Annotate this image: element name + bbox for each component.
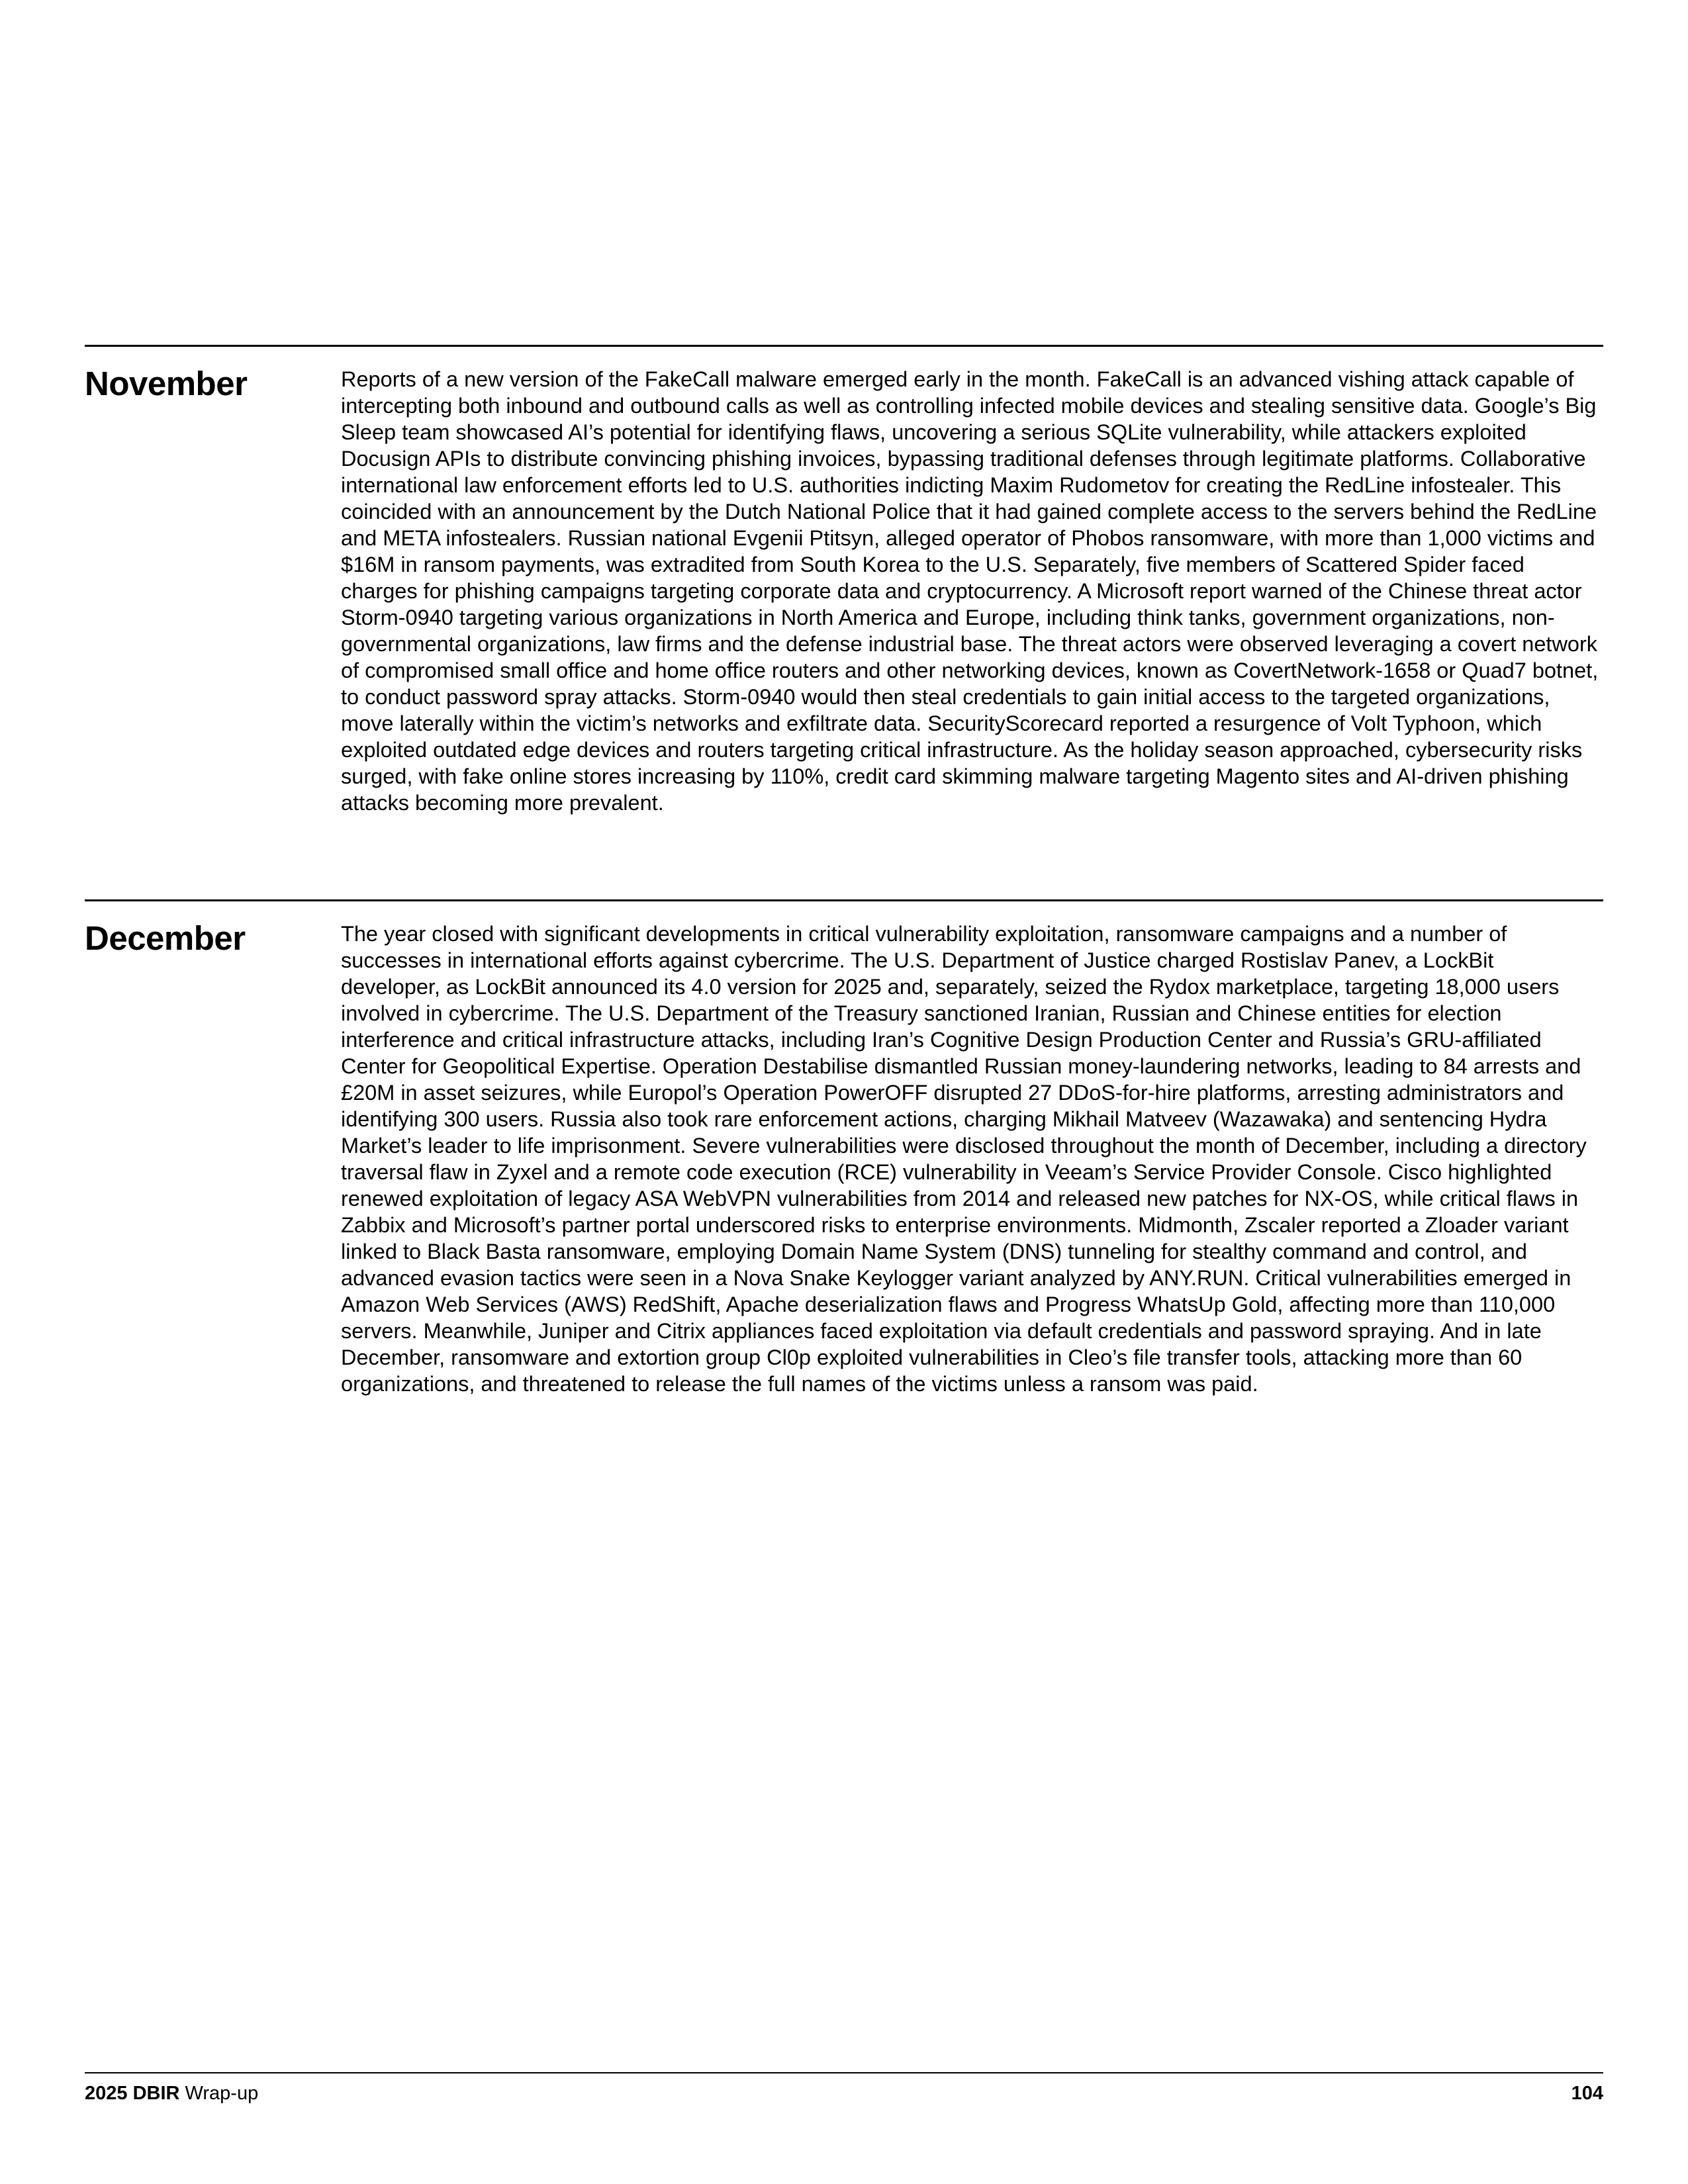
month-paragraph-december: The year closed with significant developments in critical vulnerability exploitation, ransomware campaigns and a number of successes in international efforts against cybercrime. The U.S. Department of Justice charged Rostislav Panev, a LockBit developer, as LockBit announced its 4.0 version for 2025 and, separately, seized the Rydox marketplace, targeting 18,000 users involved in cybercrime. The U.S. Department of the Treasury sanctioned Iranian, Russian and Chinese entities for election interference and critical infrastructure attacks, including Iran’s Cognitive Design Production Center and Russia’s GRU-affiliated Center for Geopolitical Expertise. Operation Destabilise dismantled Russian money-laundering networks, leading to 84 arrests and £20M in asset seizures, while Europol’s Operation PowerOFF disrupted 27 DDoS-for-hire platforms, arresting administrators and identifying 300 users. Russia also took rare enforcement actions, charging Mikhail Matveev (Wazawaka) and sentencing Hydra Market’s leader to life imprisonment. Severe vulnerabilities were disclosed throughout the month of December, including a directory traversal flaw in Zyxel and a remote code execution (RCE) vulnerability in Veeam’s Service Provider Console. Cisco highlighted renewed exploitation of legacy ASA WebVPN vulnerabilities from 2014 and released new patches for NX-OS, while critical flaws in Zabbix and Microsoft’s partner portal underscored risks to enterprise environments. Midmonth, Zscaler reported a Zloader variant linked to Black Basta ransomware, employing Domain Name System (DNS) tunneling for stealthy command and control, and advanced evasion tactics were seen in a Nova Snake Keylogger variant analyzed by ANY.RUN. Critical vulnerabilities emerged in Amazon Web Services (AWS) RedShift, Apache deserialization flaws and Progress WhatsUp Gold, affecting more than 110,000 servers. Meanwhile, Juniper and Citrix appliances faced exploitation via default credentials and password spraying. And in late December, ransomware and extortion group Cl0p exploited vulnerabilities in Cleo’s file transfer tools, attacking more than 60 organizations, and threatened to release the full names of the victims unless a ransom was paid. [341,922,1587,1396]
page-number: 104 [1571,2083,1603,2104]
footer-report-title-bold: 2025 DBIR [85,2083,180,2104]
month-heading-november: November [85,365,248,402]
month-heading-december: December [85,919,246,957]
footer-report-title-rest: Wrap-up [179,2083,259,2104]
footer-divider [85,2072,1603,2073]
footer-report-title [85,2082,258,2105]
section-divider-top [85,345,1603,347]
month-paragraph-november: Reports of a new version of the FakeCall malware emerged early in the month. FakeCall is an advanced vishing attack capable of intercepting both inbound and outbound calls as well as controlling infected mobile devices and stealing sensitive data. Google’s Big Sleep team showcased AI’s potential for identifying flaws, uncovering a serious SQLite vulnerability, while attackers exploited Docusign APIs to distribute convincing phishing invoices, bypassing traditional defenses through legitimate platforms. Collaborative international law enforcement efforts led to U.S. authorities indicting Maxim Rudometov for creating the RedLine infostealer. This coincided with an announcement by the Dutch National Police that it had gained complete access to the servers behind the RedLine and META infostealers. Russian national Evgenii Ptitsyn, alleged operator of Phobos ransomware, with more than 1,000 victims and $16M in ransom payments, was extradited from South Korea to the U.S. Separately, five members of Scattered Spider faced charges for phishing campaigns targeting corporate data and cryptocurrency. A Microsoft report warned of the Chinese threat actor Storm-0940 targeting various organizations in North America and Europe, including think tanks, government organizations, non-governmental organizations, law firms and the defense industrial base. The threat actors were observed leveraging a covert network of compromised small office and home office routers and other networking devices, known as CovertNetwork-1658 or Quad7 botnet, to conduct password spray attacks. Storm-0940 would then steal credentials to gain initial access to the targeted organizations, move laterally within the victim’s networks and exfiltrate data. SecurityScorecard reported a resurgence of Volt Typhoon, which exploited outdated edge devices and routers targeting critical infrastructure. As the holiday season approached, cybersecurity risks surged, with fake online stores increasing by 110%, credit card skimming malware targeting Magento sites and AI-driven phishing attacks becoming more prevalent. [341,367,1599,815]
section-divider-middle [85,899,1603,901]
